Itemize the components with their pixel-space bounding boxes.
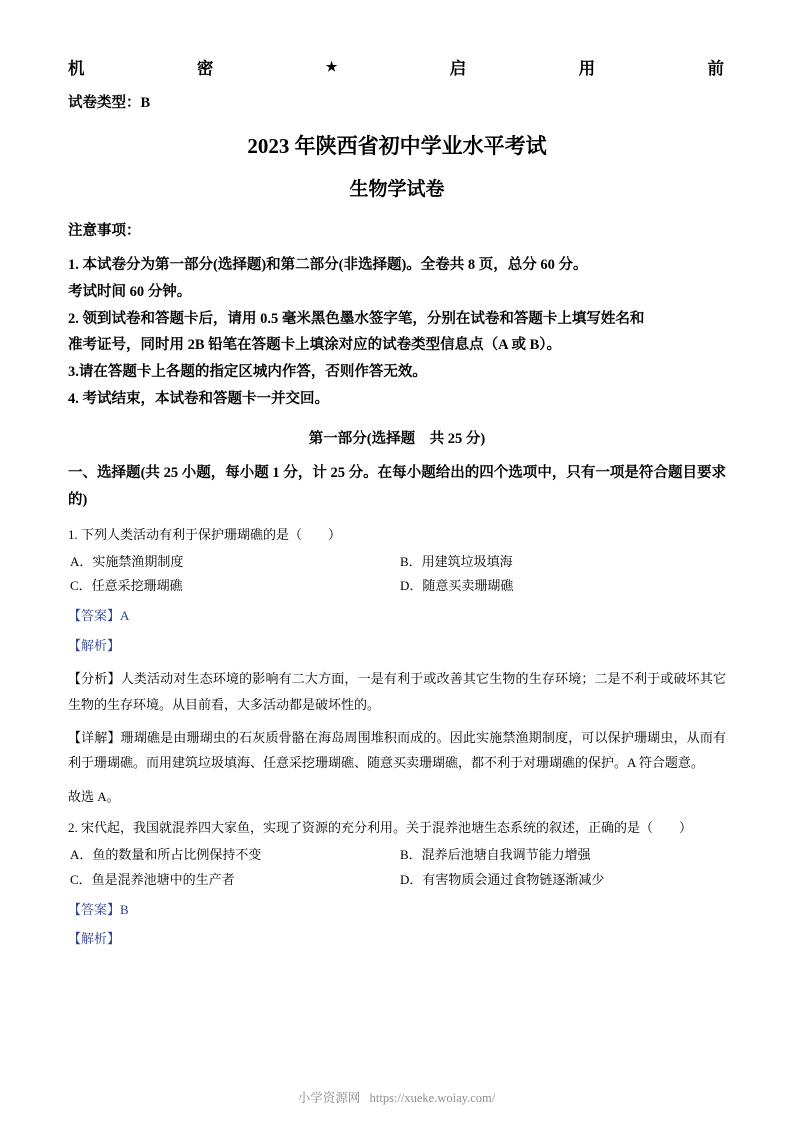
- question-block: [68, 817, 726, 952]
- option-row: [68, 868, 726, 893]
- notice-item: 考试时间 60 分钟。: [68, 283, 192, 300]
- notice-item: 准考证号，同时用 2B 铅笔在答题卡上填涂对应的试卷类型信息点（A 或 B）。: [68, 337, 562, 354]
- secret-header: [68, 55, 726, 79]
- answer-tag: 【答案】A: [68, 607, 130, 623]
- watermark-label: 小学资源网: [297, 1091, 361, 1105]
- option-c[interactable]: C．任意采挖珊瑚礁: [70, 578, 183, 594]
- secret-word-3: 启: [449, 59, 467, 78]
- analysis-tag: 【解析】: [68, 637, 121, 653]
- notice-item: 2. 领到试卷和答题卡后，请用 0.5 毫米黑色墨水签字笔，分别在试卷和答题卡上填写姓名和: [68, 310, 645, 327]
- explanation-paragraph: 【分析】人类活动对生态环境的影响有二大方面，一是有利于或改善其它生物的生存环境；二是不利于或破坏其它生物的生存环境。从目前看，大多活动都是破坏性的。: [68, 671, 726, 712]
- notice-heading: 注意事项：: [68, 223, 141, 239]
- option-row: [68, 843, 726, 868]
- option-b[interactable]: B．用建筑垃圾填海: [400, 553, 513, 569]
- option-row: [68, 574, 726, 599]
- secret-word-2: 密: [196, 59, 214, 78]
- notice-item: 3.请在答题卡上各题的指定区城内作答，否则作答无效。: [68, 364, 427, 381]
- secret-word-1: 机: [68, 59, 85, 78]
- section-description: 一、选择题(共 25 小题，每小题 1 分，计 25 分。在每小题给出的四个选项中，只有一项是符合题目要求的): [68, 464, 726, 508]
- question-block: [68, 524, 726, 810]
- notice-item: 1. 本试卷分为第一部分(选择题)和第二部分(非选择题)。全卷共 8 页，总分 60 分。: [68, 257, 588, 273]
- notice-item: 4. 考试结束，本试卷和答题卡一并交回。: [68, 391, 329, 408]
- answer-tag: 【答案】B: [68, 901, 129, 917]
- analysis-tag: 【解析】: [68, 931, 121, 947]
- paper-type: 试卷类型：B: [68, 95, 151, 111]
- question-stem: 2. 宋代起，我国就混养四大家鱼，实现了资源的充分利用。关于混养池塘生态系统的叙述，正确的是（ ）: [68, 820, 693, 836]
- watermark: [0, 1088, 793, 1106]
- option-d[interactable]: D．有害物质会通过食物链逐渐减少: [400, 871, 605, 887]
- explanation-paragraph: 【详解】珊瑚礁是由珊瑚虫的石灰质骨骼在海岛周围堆积而成的。因此实施禁渔期制度，可以保护珊瑚虫，从而有利于珊瑚礁。而用建筑垃圾填海、任意采挖珊瑚礁、随意买卖珊瑚礁，都不利于对珊瑚礁的保护。A 符合题意。: [68, 730, 726, 771]
- option-b[interactable]: B．混养后池塘自我调节能力增强: [400, 847, 591, 863]
- star-icon: ★: [325, 59, 338, 74]
- explanation-paragraph: 故选 A。: [68, 788, 120, 804]
- option-c[interactable]: C．鱼是混养池塘中的生产者: [70, 871, 235, 887]
- secret-word-4: 用: [578, 59, 596, 78]
- page-title: 2023 年陕西省初中学业水平考试: [247, 134, 547, 158]
- question-stem: 1. 下列人类活动有利于保护珊瑚礁的是（ ）: [68, 526, 342, 542]
- page-subtitle: 生物学试卷: [349, 179, 445, 200]
- watermark-url: https://xueke.woiay.com/: [369, 1091, 496, 1105]
- part-title: 第一部分(选择题 共 25 分): [308, 430, 486, 447]
- option-a[interactable]: A．实施禁渔期制度: [70, 553, 184, 569]
- option-a[interactable]: A．鱼的数量和所占比例保持不变: [70, 847, 262, 863]
- option-d[interactable]: D．随意买卖珊瑚礁: [400, 578, 514, 594]
- secret-word-5: 前: [707, 59, 724, 78]
- option-row: [68, 550, 726, 575]
- page-content: [68, 55, 726, 952]
